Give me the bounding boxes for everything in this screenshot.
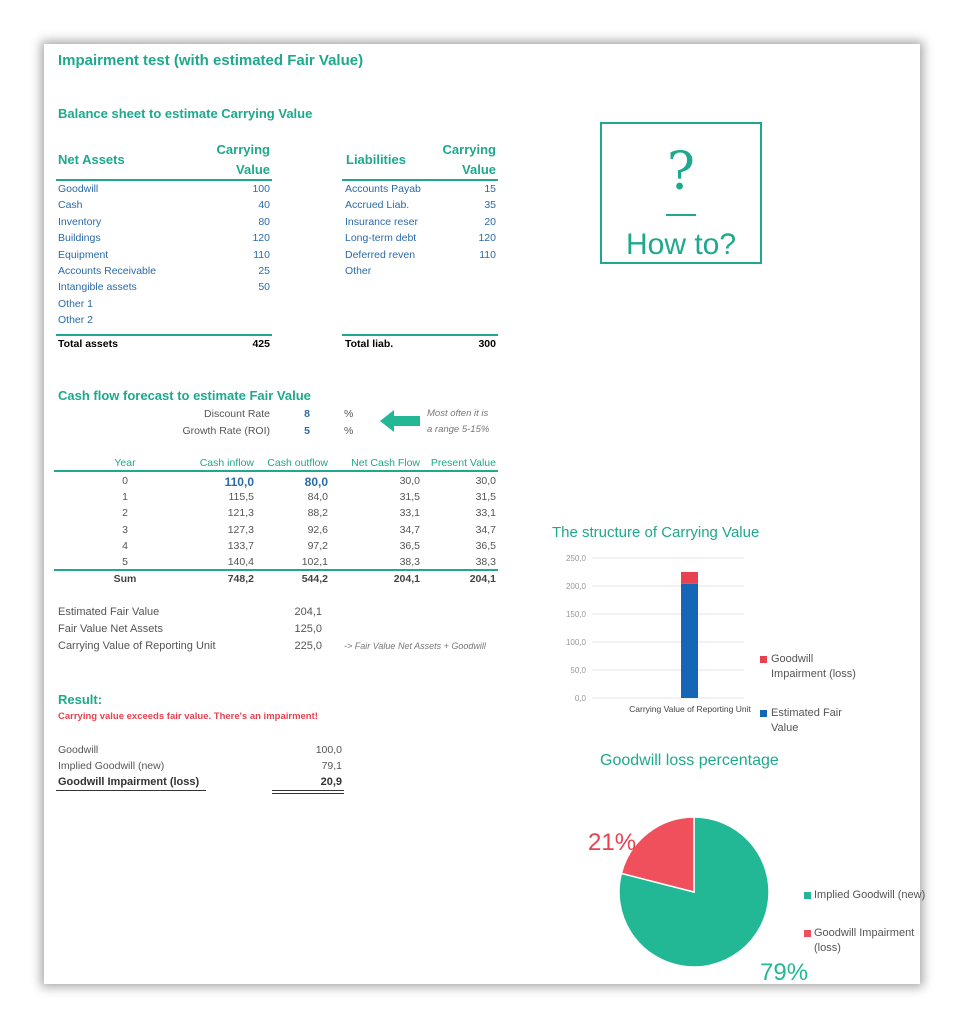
discount-rate-input[interactable]: 8 (304, 408, 310, 420)
growth-rate-unit: % (344, 425, 354, 437)
asset-label: Other 1 (58, 297, 94, 310)
cashflow-cell: 102,1 (301, 556, 328, 568)
bar-y-tick-label: 200,0 (565, 582, 586, 591)
cashflow-col-header: Year (114, 457, 136, 469)
cashflow-cell: 0 (122, 475, 128, 487)
asset-label: Intangible assets (58, 281, 137, 294)
cashflow-cell: 97,2 (307, 539, 328, 552)
implied-goodwill-label: Implied Goodwill (new) (58, 760, 165, 772)
impairment-value-double-underline-2 (272, 793, 344, 794)
cashflow-sum-cell: 544,2 (301, 573, 328, 585)
cv-unit-value: 225,0 (294, 640, 322, 652)
cashflow-cell: 30,0 (399, 475, 420, 487)
assets-header-rule (56, 179, 272, 181)
pie-chart-title: Goodwill loss percentage (600, 752, 779, 769)
impairment-label-underline (56, 790, 206, 791)
cashflow-heading: Cash flow forecast to estimate Fair Value (58, 388, 311, 403)
pie-data-label-impairment: 21% (588, 829, 637, 856)
question-mark-icon: ? (667, 142, 695, 202)
pie-legend-label: Implied Goodwill (new) (814, 889, 926, 901)
pie-legend-label: Goodwill Impairment (814, 927, 915, 939)
asset-label: Cash (58, 199, 83, 212)
cashflow-cell: 2 (122, 507, 128, 520)
cashflow-sum-cell: 748,2 (227, 573, 254, 585)
cashflow-cell: 36,5 (399, 539, 420, 552)
liability-label: Other (345, 265, 372, 277)
asset-label: Goodwill (58, 183, 99, 195)
cashflow-cell: 36,5 (475, 539, 496, 552)
spreadsheet-sheet (44, 44, 926, 986)
liability-value: 35 (484, 199, 496, 212)
cv-unit-label: Carrying Value of Reporting Unit (58, 640, 216, 652)
total-liab-label: Total liab. (345, 338, 394, 350)
assets-header: Net Assets (58, 152, 125, 167)
cashflow-header-rule (54, 470, 498, 472)
page-title: Impairment test (with estimated Fair Value) (58, 52, 364, 69)
pie-legend-swatch (804, 930, 811, 937)
asset-label: Other 2 (58, 314, 94, 327)
cashflow-cell: 80,0 (304, 475, 328, 489)
growth-rate-label: Growth Rate (ROI) (182, 425, 270, 437)
goodwill-loss-pie-chart (524, 772, 926, 986)
asset-label: Equipment (58, 248, 109, 261)
goodwill-value: 100,0 (315, 744, 342, 756)
liability-label: Deferred reven (345, 248, 416, 261)
fv-net-assets-label: Fair Value Net Assets (58, 623, 163, 635)
cashflow-col-header: Cash outflow (267, 457, 328, 469)
liab-total-rule (342, 334, 498, 336)
carrying-value-bar-chart (544, 550, 856, 734)
pie-data-label-implied: 79% (760, 959, 809, 986)
growth-rate-input[interactable]: 5 (304, 425, 310, 437)
liability-label: Accounts Payab (345, 183, 421, 195)
impairment-value-double-underline-1 (272, 790, 344, 791)
cashflow-sum-cell: Sum (113, 573, 137, 585)
cashflow-cell: 31,5 (475, 491, 496, 504)
discount-rate-unit: % (344, 408, 354, 420)
liab-carrying-header-2: Value (462, 162, 496, 177)
assets-carrying-header-2: Value (236, 162, 270, 177)
liabilities-header: Liabilities (346, 152, 406, 167)
impairment-value: 20,9 (320, 776, 342, 788)
bar-y-tick-label: 150,0 (565, 610, 586, 619)
cv-unit-note: -> Fair Value Net Assets + Goodwill (344, 641, 486, 651)
cashflow-col-header: Net Cash Flow (351, 457, 420, 469)
cashflow-sum-cell: 204,1 (393, 573, 420, 585)
balance-heading: Balance sheet to estimate Carrying Value (58, 106, 313, 121)
total-liab-value: 300 (478, 338, 496, 350)
liability-label: Accrued Liab. (345, 199, 410, 212)
bar-chart-title: The structure of Carrying Value (552, 524, 760, 541)
bar-legend-label: Value (771, 722, 799, 734)
cashflow-col-header: Cash inflow (199, 457, 254, 469)
assets-carrying-header-1: Carrying (216, 142, 270, 157)
cashflow-cell: 133,7 (227, 539, 254, 552)
bar-segment-estimated-fair-value (681, 584, 698, 698)
cashflow-cell: 4 (122, 539, 128, 552)
pie-legend-label: (loss) (814, 942, 841, 954)
how-to-label: How to? (625, 228, 737, 261)
asset-label: Accounts Receivable (58, 265, 157, 277)
liab-header-rule (342, 179, 498, 181)
asset-value: 100 (252, 183, 270, 195)
bar-y-tick-label: 0,0 (574, 694, 586, 703)
liab-carrying-header-1: Carrying (442, 142, 496, 157)
asset-value: 120 (252, 232, 270, 245)
cashflow-cell: 31,5 (399, 491, 420, 504)
cashflow-cell: 34,7 (399, 523, 420, 536)
fair-value-value: 204,1 (294, 606, 322, 618)
bar-segment-goodwill-impairment-loss- (681, 572, 698, 584)
arrow-left-icon (380, 410, 420, 432)
bar-x-tick-label: Carrying Value of Reporting Unit (629, 704, 751, 714)
total-assets-value: 425 (252, 338, 270, 350)
liability-value: 110 (479, 248, 496, 261)
bar-legend-label: Impairment (loss) (771, 668, 856, 680)
bar-y-tick-label: 100,0 (565, 638, 586, 647)
cashflow-cell: 38,3 (399, 556, 420, 568)
bar-y-tick-label: 50,0 (570, 666, 586, 675)
cashflow-cell: 5 (122, 556, 128, 568)
liability-label: Insurance reser (345, 215, 418, 228)
cashflow-cell: 88,2 (307, 507, 328, 520)
how-to-button[interactable] (600, 122, 762, 264)
bar-legend-swatch (760, 710, 767, 717)
bar-y-tick-label: 250,0 (565, 554, 586, 563)
liability-value: 120 (478, 232, 496, 245)
cashflow-cell: 115,5 (228, 491, 254, 504)
asset-value: 80 (258, 215, 270, 228)
bar-legend-swatch (760, 656, 767, 663)
cashflow-cell: 33,1 (475, 507, 496, 520)
liability-label: Long-term debt (345, 232, 417, 245)
goodwill-label: Goodwill (58, 744, 99, 756)
asset-value: 25 (258, 265, 270, 277)
cashflow-cell: 1 (122, 491, 128, 504)
cashflow-cell: 33,1 (399, 507, 420, 520)
fair-value-label: Estimated Fair Value (58, 606, 160, 618)
liability-value: 20 (484, 215, 496, 228)
rate-note-2: a range 5-15% (427, 424, 490, 435)
cashflow-cell: 140,4 (227, 556, 254, 568)
asset-label: Buildings (58, 232, 101, 245)
fv-net-assets-value: 125,0 (294, 623, 322, 635)
cashflow-cell: 34,7 (475, 523, 496, 536)
cashflow-cell: 92,6 (307, 523, 328, 536)
liability-value: 15 (484, 183, 496, 195)
rate-note-1: Most often it is (427, 408, 489, 419)
cashflow-cell: 38,3 (475, 556, 496, 568)
cashflow-col-header: Present Value (430, 457, 496, 469)
cashflow-cell: 121,3 (227, 507, 254, 520)
cashflow-sum-rule (54, 569, 498, 571)
cashflow-cell: 3 (122, 523, 128, 536)
total-assets-label: Total assets (58, 338, 118, 350)
asset-label: Inventory (58, 215, 102, 228)
implied-goodwill-value: 79,1 (321, 760, 342, 772)
pie-legend-swatch (804, 892, 811, 899)
cashflow-cell: 110,0 (224, 475, 254, 489)
asset-value: 110 (253, 248, 270, 261)
result-heading: Result: (58, 692, 103, 707)
cashflow-sum-cell: 204,1 (469, 573, 496, 585)
cashflow-cell: 30,0 (475, 475, 496, 487)
assets-total-rule (56, 334, 272, 336)
impairment-label: Goodwill Impairment (loss) (58, 776, 200, 788)
cashflow-cell: 84,0 (307, 491, 328, 504)
result-message: Carrying value exceeds fair value. There's an impairment! (58, 711, 318, 722)
bar-legend-label: Estimated Fair (771, 707, 842, 719)
asset-value: 40 (258, 199, 270, 212)
question-underline (666, 214, 696, 216)
discount-rate-label: Discount Rate (204, 408, 270, 420)
asset-value: 50 (258, 281, 270, 294)
cashflow-cell: 127,3 (227, 523, 254, 536)
bar-legend-label: Goodwill (771, 653, 814, 665)
